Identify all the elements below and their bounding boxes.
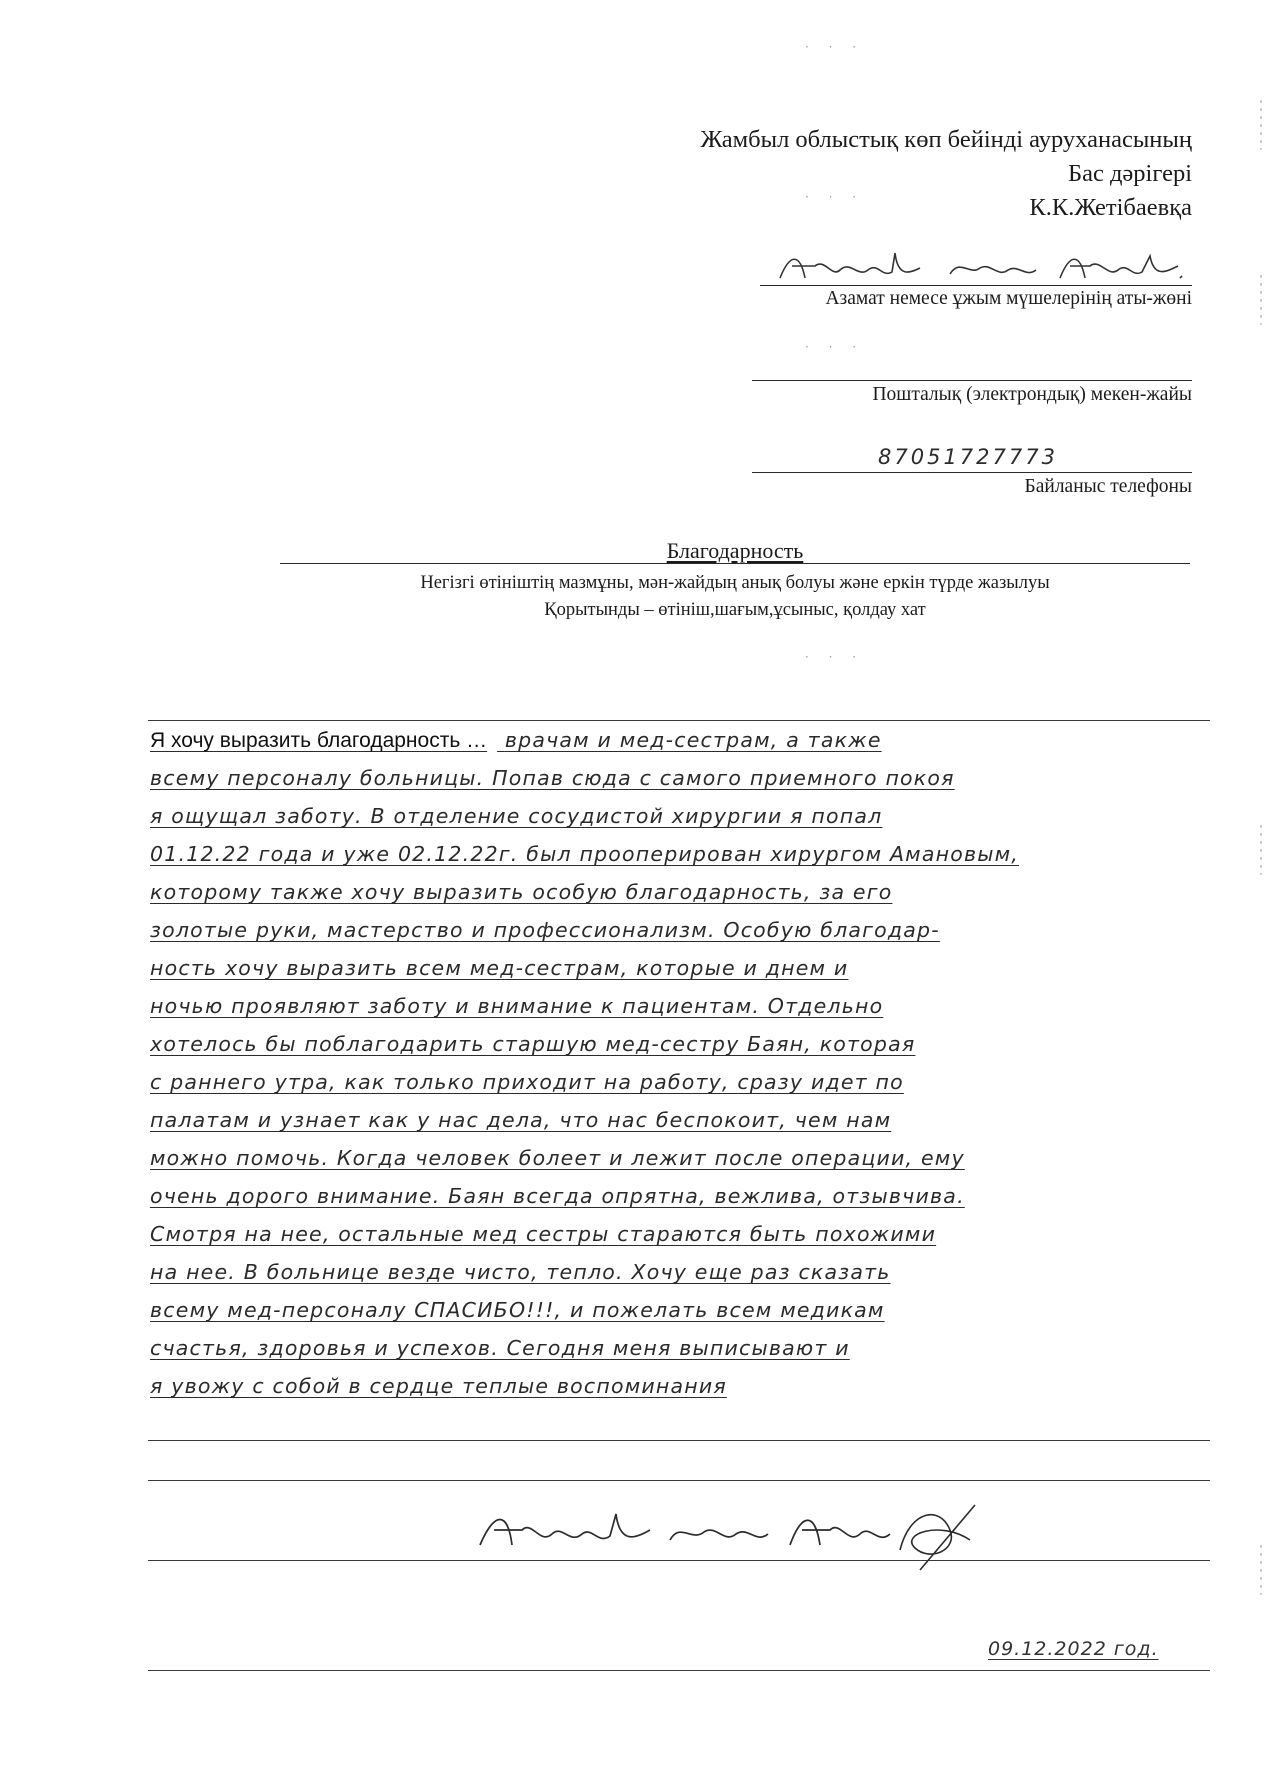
letter-line: которому также хочу выразить особую благодарность, за его — [150, 880, 893, 904]
letter-line: можно помочь. Когда человек болеет и лежит после операции, ему — [150, 1146, 965, 1170]
scan-margin-mark — [1252, 820, 1270, 880]
letter-line: очень дорого внимание. Баян всегда опрятна, вежлива, отзывчива. — [150, 1184, 965, 1208]
letter-line: я увожу с собой в сердце теплые воспоминания — [150, 1374, 727, 1398]
scan-dots: · · · — [805, 40, 865, 54]
ruled-line — [148, 1670, 1210, 1671]
addressee-line-2: Бас дәрігері — [1068, 160, 1192, 187]
letter-line: хотелось бы поблагодарить старшую мед-сестру Баян, которая — [150, 1032, 916, 1056]
phone-value: 87051727773 — [878, 445, 1058, 469]
scan-dots: · · · — [805, 340, 865, 354]
scan-margin-mark — [1252, 1540, 1270, 1600]
scan-dots: · · · — [805, 190, 865, 204]
scan-dots: · · · — [805, 650, 865, 664]
address-underline — [752, 380, 1192, 381]
letter-line: ность хочу выразить всем мед-сестрам, которые и днем и — [150, 956, 849, 980]
signature-name — [470, 1500, 990, 1580]
letter-line: я ощущал заботу. В отделение сосудистой хирургии я попал — [150, 804, 883, 828]
letter-line: Смотря на нее, остальные мед сестры стараются быть похожими — [150, 1222, 937, 1246]
address-caption: Пошталық (электрондық) мекен-жайы — [872, 384, 1192, 405]
letter-line: всему персоналу больницы. Попав сюда с самого приемного покоя — [150, 766, 955, 790]
name-underline — [760, 285, 1192, 286]
signature-date: 09.12.2022 год. — [988, 1638, 1159, 1660]
subtitle-2: Қорытынды – өтініш,шағым,ұсыныс, қолдау хат — [544, 600, 926, 620]
scan-margin-mark — [1252, 270, 1270, 330]
letter-line: всему мед-персоналу СПАСИБО!!!, и пожелать всем медикам — [150, 1298, 885, 1322]
letter-line: с раннего утра, как только приходит на работу, сразу идет по — [150, 1070, 904, 1094]
title-rule — [280, 563, 1190, 564]
letter-line: ночью проявляют заботу и внимание к пациентам. Отдельно — [150, 994, 884, 1018]
subtitle-1: Негізгі өтініштің мазмұны, мән-жайдың анық болуы және еркін түрде жазылуы — [420, 573, 1050, 593]
letter-line: счастья, здоровья и успехов. Сегодня меня выписывают и — [150, 1336, 850, 1360]
letter-line — [150, 728, 1210, 762]
handwritten-name — [770, 248, 1190, 288]
letter-line: палатам и узнает как у нас дела, что нас беспокоит, чем нам — [150, 1108, 892, 1132]
ruled-line — [148, 720, 1210, 721]
scan-margin-mark — [1252, 95, 1270, 155]
letter-line: на нее. В больнице везде чисто, тепло. Хочу еще раз сказать — [150, 1260, 891, 1284]
phone-caption: Байланыс телефоны — [1024, 476, 1192, 497]
addressee-line-3: К.К.Жетібаевқа — [1029, 194, 1192, 221]
document-title-text: Благодарность — [666, 538, 804, 563]
name-caption: Азамат немесе ұжым мүшелерінің аты-жөні — [825, 288, 1192, 309]
letter-lead: Я хочу выразить благодарность … — [150, 729, 488, 752]
document-title — [280, 538, 1190, 564]
letter-line: 01.12.22 года и уже 02.12.22г. был прооперирован хирургом Амановым, — [150, 842, 1019, 866]
letter-line-text: врачам и мед-сестрам, а также — [504, 728, 882, 752]
letter-line: золотые руки, мастерство и профессионализм. Особую благодар- — [150, 918, 940, 942]
ruled-line — [148, 1440, 1210, 1441]
addressee-line-1: Жамбыл облыстық көп бейінді ауруханасының — [700, 126, 1192, 153]
ruled-line — [148, 1480, 1210, 1481]
phone-underline — [752, 472, 1192, 473]
